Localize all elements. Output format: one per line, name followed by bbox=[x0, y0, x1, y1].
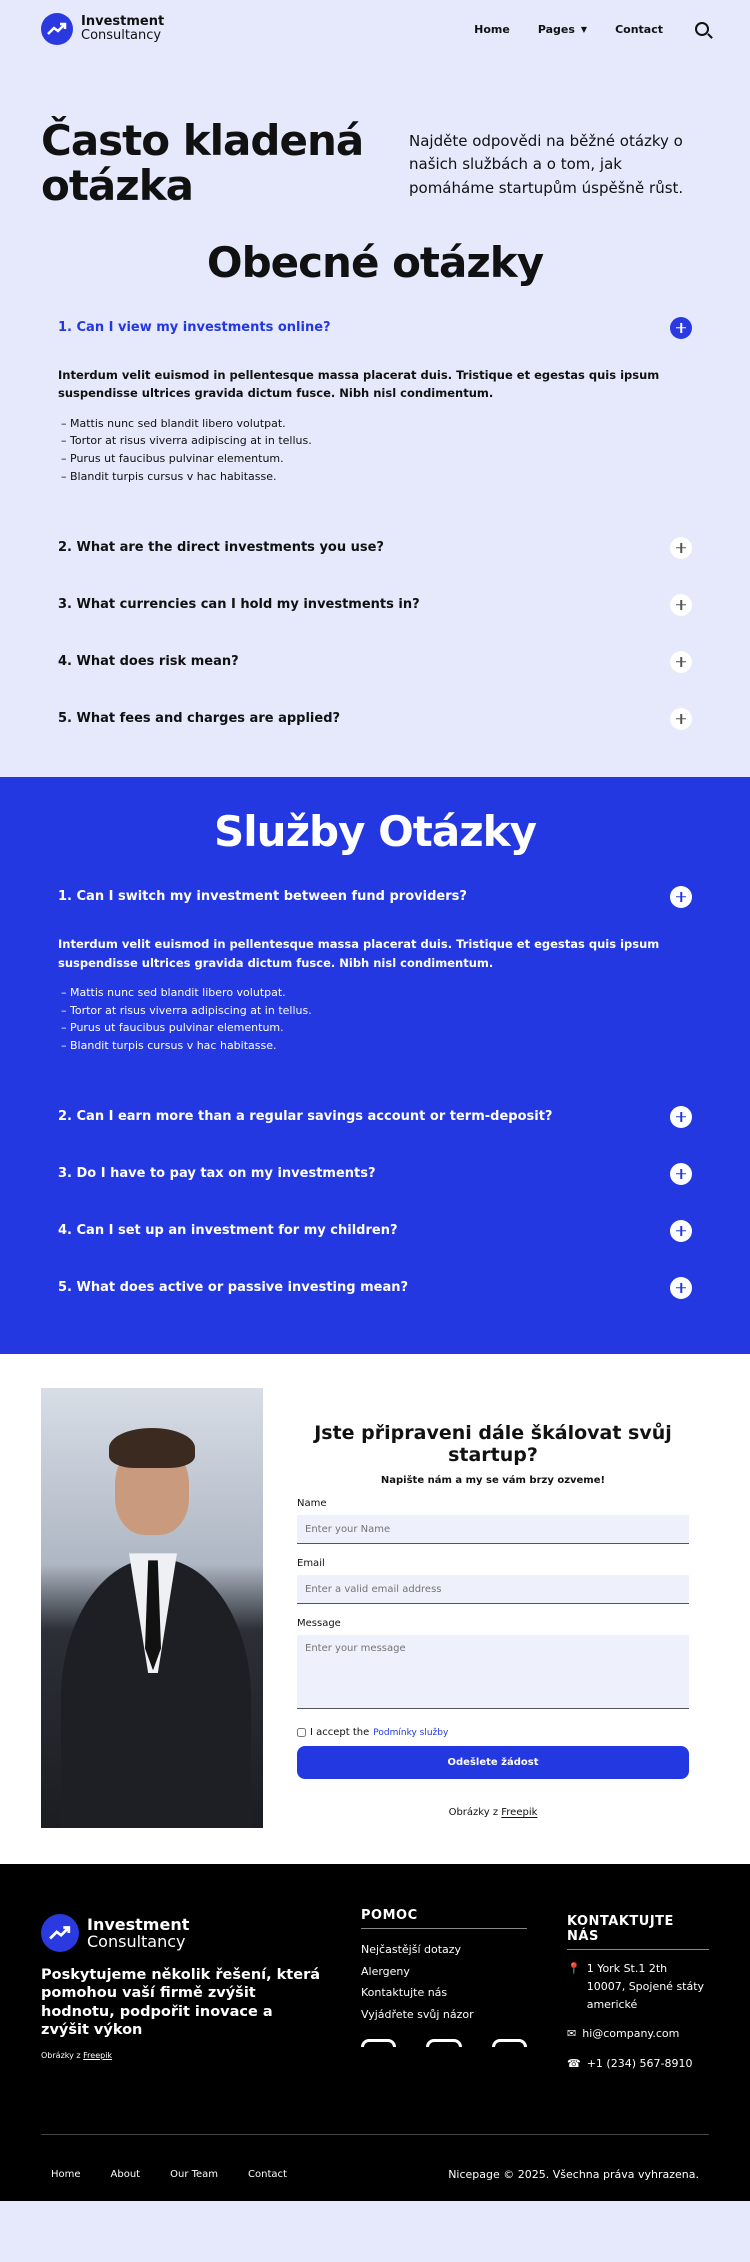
list-item: – Tortor at risus viverra adipiscing at in tellus. bbox=[58, 1002, 692, 1020]
plus-icon[interactable] bbox=[670, 537, 692, 559]
faq-question-text: 5. What fees and charges are applied? bbox=[58, 711, 341, 727]
footer-nav-home[interactable]: Home bbox=[51, 2169, 81, 2181]
list-item: – Mattis nunc sed blandit libero volutpat. bbox=[58, 984, 692, 1002]
footer-nav-contact[interactable]: Contact bbox=[248, 2169, 287, 2181]
faq-answer bbox=[58, 356, 692, 519]
terms-link[interactable]: Podmínky služby bbox=[373, 1727, 449, 1738]
footer-credit bbox=[41, 2051, 321, 2060]
faq-question[interactable] bbox=[58, 633, 692, 690]
site-footer bbox=[0, 1864, 750, 2201]
submit-button[interactable]: Odešlete žádost bbox=[297, 1746, 689, 1779]
plus-icon[interactable] bbox=[670, 651, 692, 673]
footer-credit-prefix: Obrázky z bbox=[41, 2050, 81, 2060]
freepik-link[interactable]: Freepik bbox=[501, 1807, 538, 1818]
help-link[interactable]: Nejčastější dotazy bbox=[361, 1943, 462, 1957]
contact-subtitle: Napište nám a my se vám brzy ozveme! bbox=[380, 1475, 606, 1486]
faq-question[interactable] bbox=[58, 1088, 692, 1145]
map-pin-icon: 📍 bbox=[567, 1962, 581, 1976]
help-link[interactable]: Vyjádřete svůj názor bbox=[361, 2007, 474, 2021]
nav-home[interactable]: Home bbox=[474, 22, 510, 36]
list-item: – Mattis nunc sed blandit libero volutpat. bbox=[58, 415, 692, 433]
faq-question-text: 5. What does active or passive investing mean? bbox=[58, 1280, 409, 1296]
footer-logo[interactable] bbox=[41, 1914, 321, 1952]
list-item: – Blandit turpis cursus v hac habitasse. bbox=[58, 468, 692, 486]
copyright: Nicepage © 2025. Všechna práva vyhrazena. bbox=[448, 2168, 699, 2182]
plus-icon[interactable] bbox=[670, 886, 692, 908]
hero-title: Často kladená otázka bbox=[41, 116, 364, 211]
faq-question[interactable] bbox=[58, 576, 692, 633]
businessman-photo bbox=[41, 1388, 263, 1828]
name-input[interactable] bbox=[297, 1515, 689, 1544]
footer-tagline: Poskytujeme několik řešení, která pomohou vaší firmě zvýšit hodnotu, podpořit inovace a zvýšit výkon bbox=[41, 1967, 321, 2038]
phone-icon: ☎ bbox=[567, 2056, 581, 2070]
address-row bbox=[567, 1960, 709, 2013]
faq-question[interactable] bbox=[58, 868, 692, 925]
faq-question[interactable] bbox=[58, 1259, 692, 1316]
contact-us-title: KONTAKTUJTE NÁS bbox=[567, 1914, 709, 1950]
message-input[interactable] bbox=[297, 1635, 689, 1709]
services-faq-section bbox=[0, 777, 750, 1354]
chevron-down-icon: ▼ bbox=[580, 24, 588, 34]
contact-form bbox=[297, 1388, 709, 1828]
x-icon[interactable] bbox=[426, 2039, 461, 2047]
faq-question[interactable] bbox=[58, 1202, 692, 1259]
facebook-icon[interactable] bbox=[361, 2039, 396, 2047]
faq-answer bbox=[58, 925, 692, 1088]
plus-icon[interactable] bbox=[670, 317, 692, 339]
faq-question-text: 4. Can I set up an investment for my children? bbox=[58, 1223, 398, 1239]
terms-checkbox-row bbox=[297, 1727, 689, 1738]
accept-text: I accept the bbox=[310, 1727, 370, 1738]
plus-icon[interactable] bbox=[670, 1106, 692, 1128]
credit-prefix: Obrázky z bbox=[448, 1807, 499, 1818]
phone-text[interactable]: +1 (234) 567-8910 bbox=[586, 2056, 693, 2070]
footer-logo-bold: Investment bbox=[87, 1914, 190, 1934]
footer-freepik-link[interactable]: Freepik bbox=[83, 2050, 113, 2060]
footer-logo-light: Consultancy bbox=[87, 1932, 186, 1952]
faq-answer-lead: Interdum velit euismod in pellentesque massa placerat duis. Tristique et egestas quis ipsum suspendisse ultrices gravida dictum fusce. Nibh nisl condimentum. bbox=[58, 937, 660, 970]
youtube-icon[interactable] bbox=[492, 2039, 527, 2047]
nav-pages[interactable] bbox=[538, 23, 587, 36]
hero-text: Najděte odpovědi na běžné otázky o našich službách a o tom, jak pomáháme startupům úspěšně růst. bbox=[409, 132, 684, 197]
mail-icon: ✉ bbox=[567, 2027, 577, 2041]
logo-bold-text: Investment bbox=[81, 13, 165, 29]
faq-question-text: 2. Can I earn more than a regular savings account or term-deposit? bbox=[58, 1109, 553, 1125]
plus-icon[interactable] bbox=[670, 708, 692, 730]
faq-question-text: 4. What does risk mean? bbox=[58, 654, 239, 670]
message-label: Message bbox=[297, 1618, 341, 1629]
plus-icon[interactable] bbox=[670, 1277, 692, 1299]
faq-question-text: 1. Can I view my investments online? bbox=[58, 320, 331, 335]
footer-nav-about[interactable]: About bbox=[110, 2169, 141, 2181]
faq-answer-lead: Interdum velit euismod in pellentesque massa placerat duis. Tristique et egestas quis ipsum suspendisse ultrices gravida dictum fusce. Nibh nisl condimentum. bbox=[58, 368, 660, 401]
footer-nav bbox=[51, 2169, 287, 2180]
help-link[interactable]: Alergeny bbox=[361, 1964, 410, 1978]
phone-row bbox=[567, 2055, 709, 2073]
list-item: – Purus ut faucibus pulvinar elementum. bbox=[58, 1019, 692, 1037]
faq-question[interactable] bbox=[58, 690, 692, 747]
site-header bbox=[0, 0, 750, 58]
search-icon[interactable] bbox=[695, 22, 709, 36]
services-faq-title: Služby Otázky bbox=[214, 807, 536, 857]
address-text: 1 York St.1 2th 10007, Spojené státy americké bbox=[586, 1962, 705, 2011]
social-icons bbox=[361, 2039, 527, 2047]
plus-icon[interactable] bbox=[670, 594, 692, 616]
email-label: Email bbox=[297, 1558, 325, 1569]
faq-question-text: 2. What are the direct investments you use? bbox=[58, 540, 384, 556]
faq-question[interactable] bbox=[58, 299, 692, 356]
list-item: – Tortor at risus viverra adipiscing at in tellus. bbox=[58, 432, 692, 450]
nav-contact[interactable]: Contact bbox=[615, 22, 663, 36]
email-input[interactable] bbox=[297, 1575, 689, 1604]
hero-section bbox=[0, 58, 750, 238]
terms-checkbox[interactable] bbox=[297, 1728, 306, 1737]
plus-icon[interactable] bbox=[670, 1163, 692, 1185]
general-faq-section bbox=[0, 238, 750, 777]
trend-up-icon bbox=[41, 13, 73, 45]
faq-question-text: 3. Do I have to pay tax on my investments? bbox=[58, 1166, 376, 1182]
name-label: Name bbox=[297, 1498, 327, 1509]
help-title: POMOC bbox=[361, 1908, 527, 1929]
email-text[interactable]: hi@company.com bbox=[582, 2027, 680, 2041]
general-faq-title: Obecné otázky bbox=[206, 238, 544, 287]
footer-nav-team[interactable]: Our Team bbox=[170, 2169, 219, 2181]
image-credit bbox=[297, 1807, 689, 1818]
faq-question-text: 3. What currencies can I hold my investments in? bbox=[58, 597, 420, 613]
logo[interactable] bbox=[41, 13, 164, 45]
logo-light-text: Consultancy bbox=[81, 28, 162, 43]
plus-icon[interactable] bbox=[670, 1220, 692, 1242]
email-row bbox=[567, 2025, 709, 2043]
faq-question[interactable] bbox=[58, 519, 692, 576]
trend-up-icon bbox=[41, 1914, 79, 1952]
contact-title: Jste připraveni dále škálovat svůj startup? bbox=[314, 1422, 672, 1467]
faq-question-text: 1. Can I switch my investment between fund providers? bbox=[58, 889, 467, 905]
faq-question[interactable] bbox=[58, 1145, 692, 1202]
help-link[interactable]: Kontaktujte nás bbox=[361, 1986, 448, 2000]
list-item: – Blandit turpis cursus v hac habitasse. bbox=[58, 1037, 692, 1055]
list-item: – Purus ut faucibus pulvinar elementum. bbox=[58, 450, 692, 468]
contact-section bbox=[0, 1354, 750, 1864]
nav-pages-label: Pages bbox=[537, 22, 575, 36]
main-nav bbox=[474, 22, 709, 36]
